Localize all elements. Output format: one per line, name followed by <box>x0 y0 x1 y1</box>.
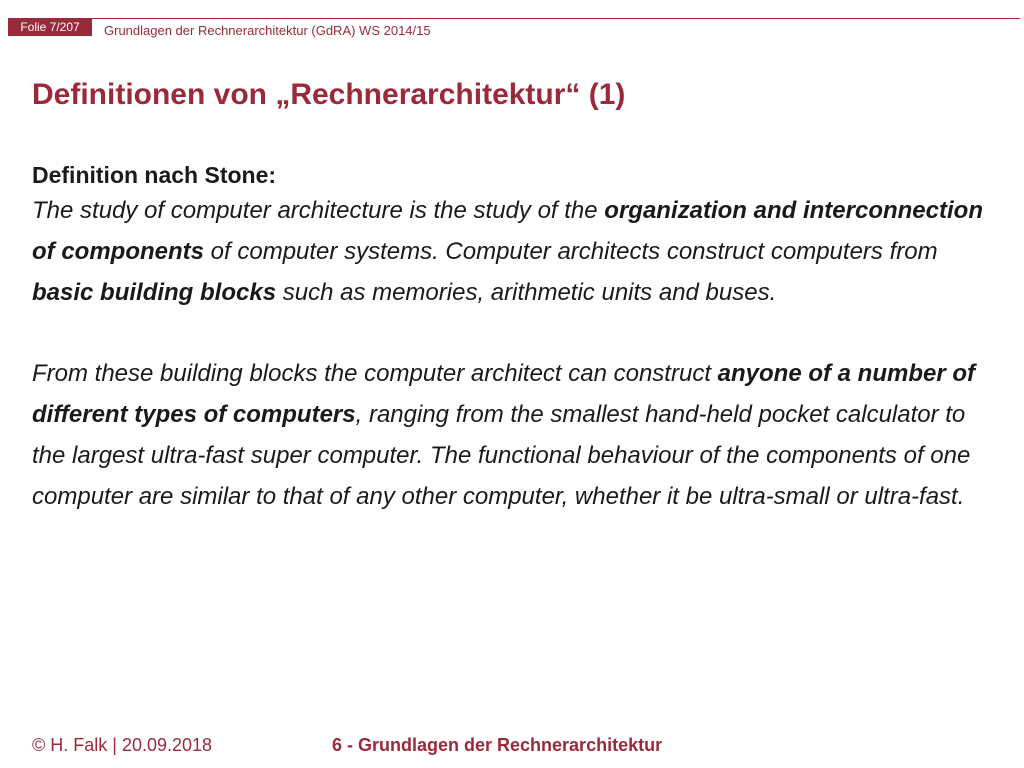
footer-chapter: 6 - Grundlagen der Rechnerarchitektur <box>332 735 663 755</box>
quote-text: such as memories, arithmetic units and buses. <box>276 279 777 306</box>
quote-text: The study of computer architecture is the study of the <box>32 197 605 224</box>
quote-emphasis: organization and interconnection of components <box>32 197 983 265</box>
quote-emphasis: anyone of a number of different types of computers <box>32 360 976 428</box>
quote-text: , ranging from the smallest hand-held pocket calculator to the largest ultra-fast super computer. The functional behaviour of the components of one computer are similar to that of any other computer, whether it be ultra-small or ultra-fast. <box>32 401 971 510</box>
header-divider <box>8 18 1020 19</box>
quote-paragraph-1 <box>32 190 1002 313</box>
quote-paragraph-2 <box>32 353 1002 517</box>
course-title: Grundlagen der Rechnerarchitektur (GdRA) WS 2014/15 <box>104 23 431 38</box>
definition-subheading: Definition nach Stone: <box>32 162 277 188</box>
slide-title: Definitionen von „Rechnerarchitektur“ (1) <box>32 78 626 111</box>
slide-content <box>32 160 1002 517</box>
slide-number-badge: Folie 7/207 <box>8 19 92 36</box>
quote-emphasis: basic building blocks <box>32 279 277 306</box>
quote-text: From these building blocks the computer architect can construct <box>32 360 718 387</box>
paragraph-gap <box>32 313 1002 353</box>
footer-author-date: © H. Falk | 20.09.2018 <box>32 735 213 755</box>
quote-text: of computer systems. Computer architects construct computers from <box>204 238 938 265</box>
